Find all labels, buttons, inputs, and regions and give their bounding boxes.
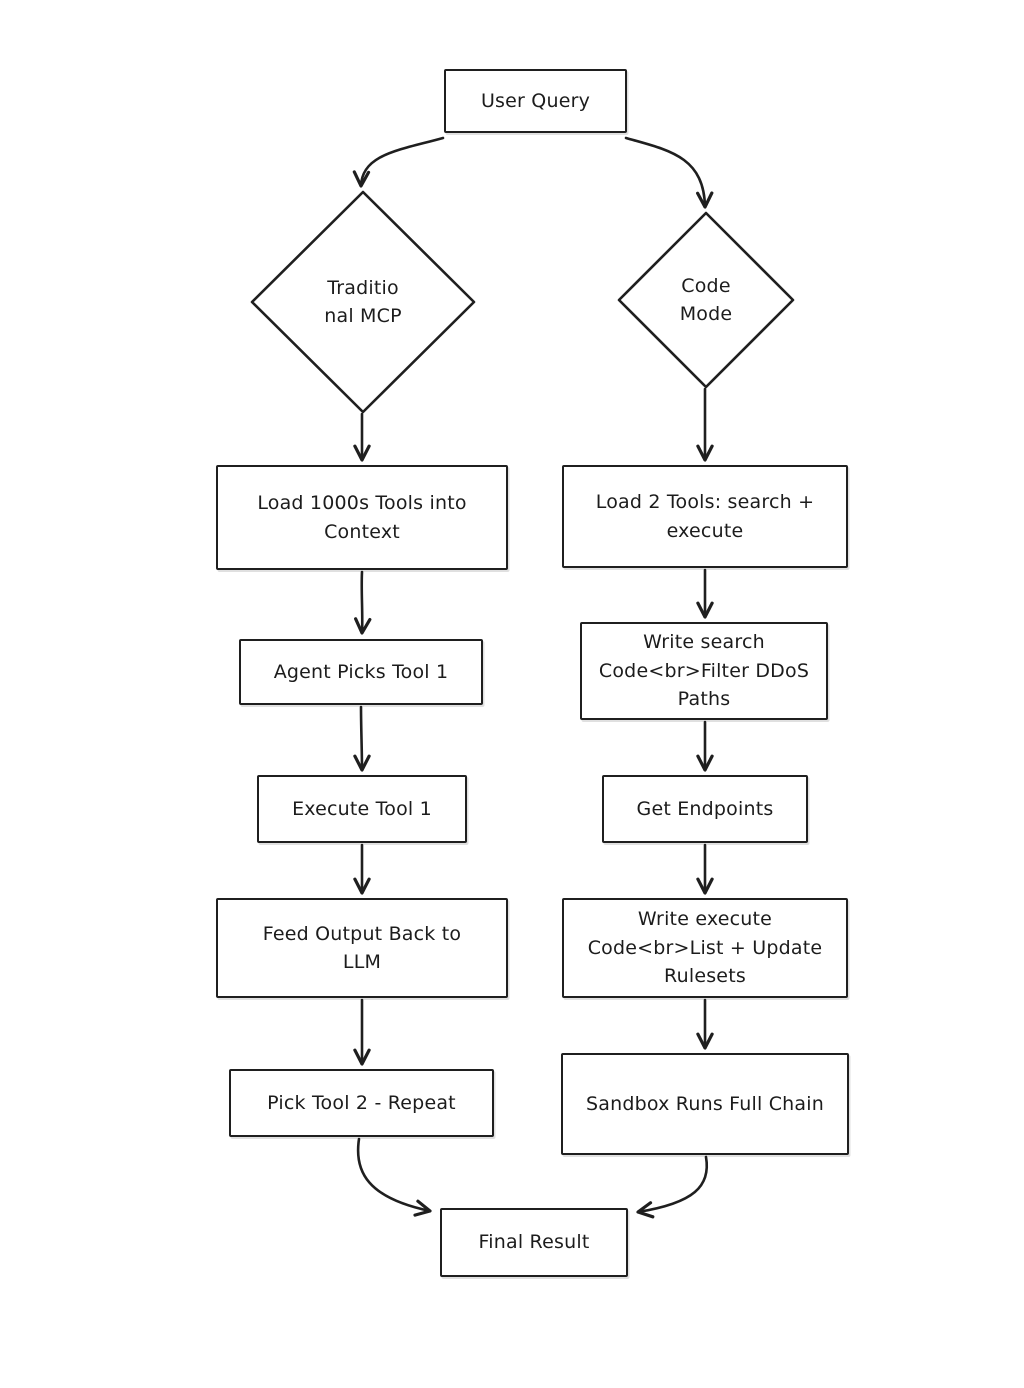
- node-label: Code: [681, 274, 731, 297]
- node-traditional-mcp-label: [253, 268, 473, 336]
- node-label: Sandbox Runs Full Chain: [586, 1092, 824, 1115]
- edge-load-1000s-tools-to-agent-picks-tool-1: [362, 572, 363, 633]
- edge-user-query-to-traditional-mcp: [361, 138, 443, 186]
- node-agent-picks-tool-1: [239, 639, 483, 705]
- node-label: Feed Output Back to: [262, 922, 462, 945]
- node-label: User Query: [480, 89, 591, 112]
- node-write-execute-code: [562, 898, 848, 998]
- edge-user-query-to-code-mode: [626, 138, 705, 207]
- node-final-result: [440, 1208, 628, 1277]
- node-user-query: [444, 69, 627, 133]
- node-label: Code<br>List + Update: [587, 936, 823, 959]
- node-execute-tool-1: [257, 775, 467, 843]
- node-code-mode-label: [646, 266, 766, 334]
- node-label: Write execute: [637, 908, 773, 931]
- node-write-search-code: [580, 622, 828, 720]
- node-label: Rulesets: [664, 965, 746, 988]
- node-label: Execute Tool 1: [292, 797, 432, 820]
- node-label: Code<br>Filter DDoS: [598, 659, 810, 682]
- node-label: Traditio: [327, 276, 399, 299]
- edge-agent-picks-tool-1-to-execute-tool-1: [361, 707, 362, 770]
- node-label: Final Result: [478, 1231, 590, 1254]
- edge-sandbox-runs-to-final-result: [638, 1157, 707, 1212]
- node-label: Agent Picks Tool 1: [273, 660, 449, 683]
- node-label: Load 2 Tools: search +: [595, 491, 815, 513]
- node-label: Paths: [677, 688, 731, 711]
- node-load-2-tools: [562, 465, 848, 568]
- node-label: Load 1000s Tools into: [257, 492, 467, 514]
- node-pick-tool-2-repeat: [229, 1069, 494, 1137]
- node-feed-output-back: [216, 898, 508, 998]
- node-label: Mode: [679, 303, 733, 325]
- node-get-endpoints: [602, 775, 808, 843]
- node-label: LLM: [342, 951, 382, 973]
- edge-pick-tool-2-to-final-result: [358, 1139, 430, 1211]
- node-label: execute: [666, 519, 744, 542]
- node-sandbox-runs-full-chain: [561, 1053, 849, 1155]
- node-label: Pick Tool 2 - Repeat: [267, 1091, 456, 1114]
- node-load-1000s-tools: [216, 465, 508, 570]
- node-label: Context: [324, 520, 400, 543]
- node-label: nal MCP: [324, 305, 402, 327]
- node-label: Get Endpoints: [636, 797, 774, 820]
- node-label: Write search: [643, 631, 765, 654]
